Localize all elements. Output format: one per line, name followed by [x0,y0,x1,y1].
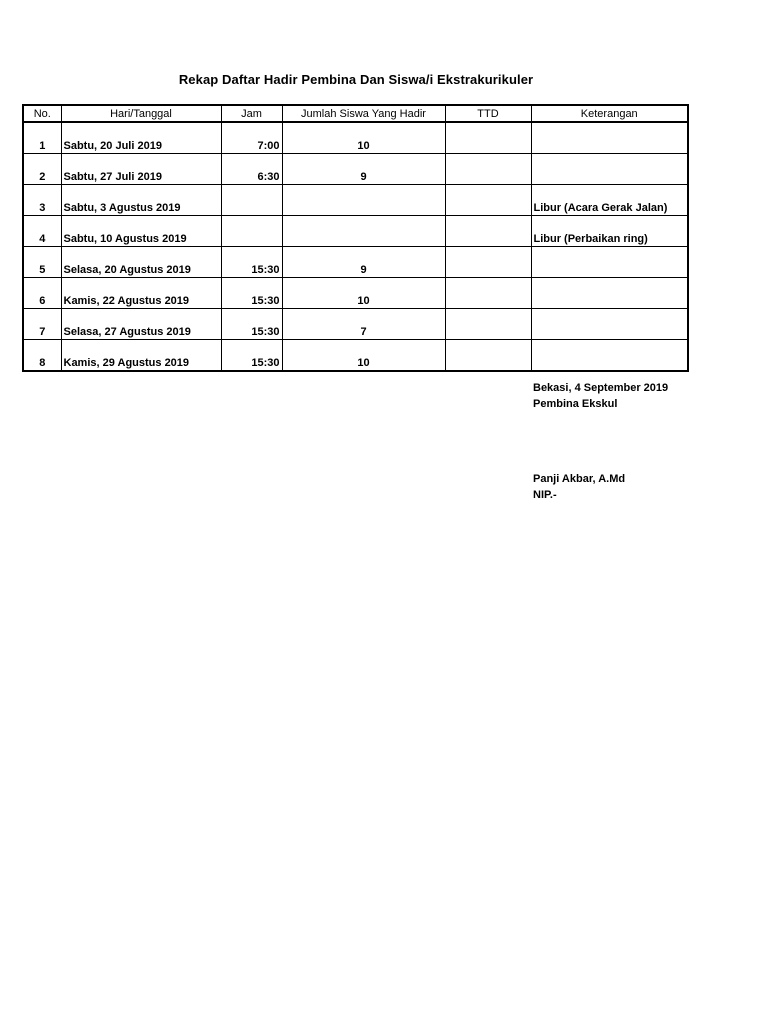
cell-count: 10 [282,278,445,309]
header-date: Hari/Tanggal [61,105,221,122]
cell-note [531,247,688,278]
header-note: Keterangan [531,105,688,122]
table-row [23,247,688,278]
header-ttd: TTD [445,105,531,122]
cell-time: 6:30 [221,154,282,185]
cell-no: 3 [23,185,61,216]
cell-date: Selasa, 27 Agustus 2019 [61,309,221,340]
table-row [23,309,688,340]
cell-note [531,154,688,185]
cell-count [282,216,445,247]
table-row [23,154,688,185]
header-no: No. [23,105,61,122]
table-row [23,122,688,154]
cell-no: 1 [23,122,61,154]
signature-name: Panji Akbar, A.Md [533,473,626,485]
cell-time: 15:30 [221,278,282,309]
cell-count: 10 [282,340,445,372]
cell-date: Sabtu, 10 Agustus 2019 [61,216,221,247]
cell-date: Sabtu, 20 Juli 2019 [61,122,221,154]
cell-note [531,278,688,309]
table-header-row [23,105,688,122]
cell-ttd [445,340,531,372]
cell-note [531,309,688,340]
header-time: Jam [221,105,282,122]
table-row [23,340,688,372]
cell-date: Kamis, 22 Agustus 2019 [61,278,221,309]
cell-time: 15:30 [221,309,282,340]
signature-role: Pembina Ekskul [533,398,618,410]
cell-time: 15:30 [221,340,282,372]
cell-date: Kamis, 29 Agustus 2019 [61,340,221,372]
cell-date: Sabtu, 27 Juli 2019 [61,154,221,185]
cell-date: Selasa, 20 Agustus 2019 [61,247,221,278]
signature-nip: NIP.- [533,489,557,501]
signature-place-date: Bekasi, 4 September 2019 [533,382,669,394]
cell-time: 15:30 [221,247,282,278]
cell-ttd [445,122,531,154]
document-title: Rekap Daftar Hadir Pembina Dan Siswa/i Ekstrakurikuler [178,72,534,87]
cell-ttd [445,278,531,309]
cell-count: 7 [282,309,445,340]
cell-ttd [445,216,531,247]
cell-note: Libur (Acara Gerak Jalan) [531,185,688,216]
cell-count [282,185,445,216]
cell-note [531,122,688,154]
cell-no: 8 [23,340,61,372]
cell-time [221,185,282,216]
cell-ttd [445,309,531,340]
header-count: Jumlah Siswa Yang Hadir [282,105,445,122]
cell-no: 5 [23,247,61,278]
cell-count: 10 [282,122,445,154]
table-row [23,185,688,216]
cell-note: Libur (Perbaikan ring) [531,216,688,247]
cell-no: 6 [23,278,61,309]
cell-no: 7 [23,309,61,340]
cell-note [531,340,688,372]
table-row [23,216,688,247]
table-row [23,278,688,309]
cell-count: 9 [282,247,445,278]
cell-ttd [445,185,531,216]
cell-ttd [445,247,531,278]
cell-no: 2 [23,154,61,185]
cell-time: 7:00 [221,122,282,154]
cell-count: 9 [282,154,445,185]
cell-time [221,216,282,247]
attendance-table [22,104,689,372]
cell-ttd [445,154,531,185]
cell-no: 4 [23,216,61,247]
cell-date: Sabtu, 3 Agustus 2019 [61,185,221,216]
